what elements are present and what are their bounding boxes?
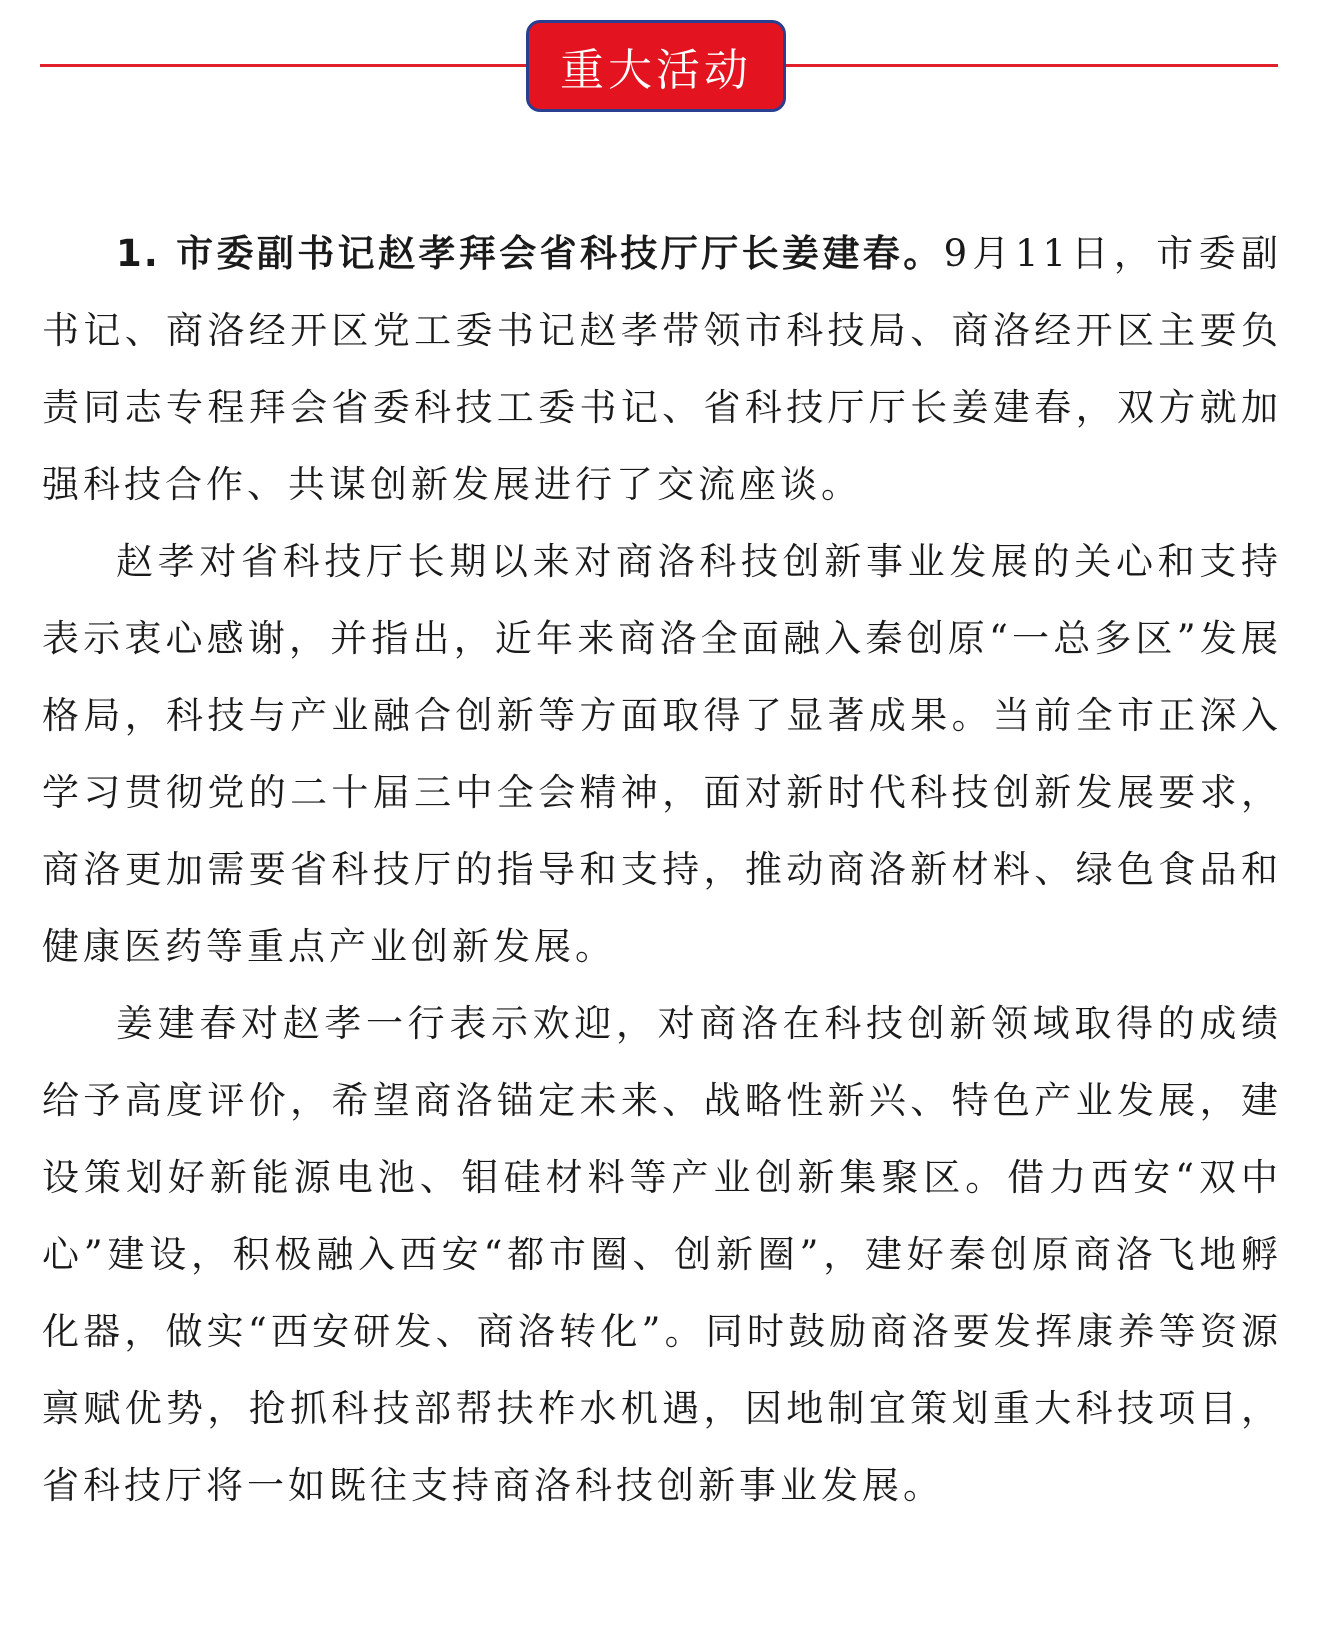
- paragraph-1: [42, 215, 1282, 523]
- paragraph-2: 赵孝对省科技厅长期以来对商洛科技创新事业发展的关心和支持表示衷心感谢，并指出，近年来商洛全面融入秦创原“一总多区”发展格局，科技与产业融合创新等方面取得了显著成果。当前全市正深入学习贯彻党的二十届三中全会精神，面对新时代科技创新发展要求，商洛更加需要省科技厅的指导和支持，推动商洛新材料、绿色食品和健康医药等重点产业创新发展。: [42, 540, 1282, 968]
- section-title-badge: 重大活动: [526, 20, 786, 112]
- article-body: [42, 215, 1282, 1524]
- paragraph-3: 姜建春对赵孝一行表示欢迎，对商洛在科技创新领域取得的成绩给予高度评价，希望商洛锚定未来、战略性新兴、特色产业发展，建设策划好新能源电池、钼硅材料等产业创新集聚区。借力西安“双中心”建设，积极融入西安“都市圈、创新圈”，建好秦创原商洛飞地孵化器，做实“西安研发、商洛转化”。同时鼓励商洛要发挥康养等资源禀赋优势，抢抓科技部帮扶柞水机遇，因地制宜策划重大科技项目，省科技厅将一如既往支持商洛科技创新事业发展。: [42, 1002, 1282, 1507]
- section-header: [0, 0, 1323, 130]
- header-rule-left: [40, 64, 530, 67]
- header-rule-right: [780, 64, 1278, 67]
- paragraph-1-text: 9月11日，市委副书记、商洛经开区党工委书记赵孝带领市科技局、商洛经开区主要负责同志专程拜会省委科技工委书记、省科技厅厅长姜建春，双方就加强科技合作、共谋创新发展进行了交流座谈。: [42, 232, 1283, 506]
- article-headline: 1. 市委副书记赵孝拜会省科技厅厅长姜建春。: [116, 232, 944, 275]
